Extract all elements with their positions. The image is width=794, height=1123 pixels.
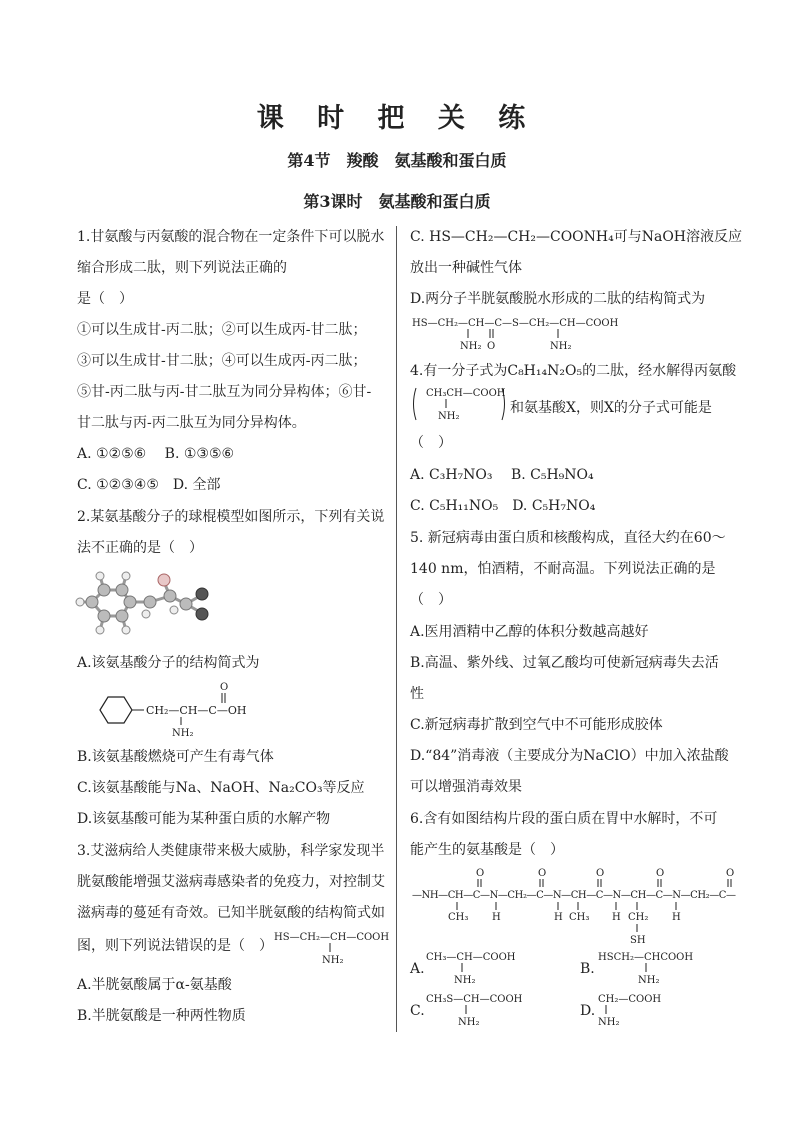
alanine-formula-top: CH₃CH—COOH — [426, 388, 506, 399]
q2-option-a[interactable]: A.该氨基酸分子的结构简式为 — [77, 655, 260, 671]
q1-stem-1: 1.甘氨酸与丙氨酸的混合物在一定条件下可以脱水 — [77, 229, 385, 245]
q2-option-b[interactable]: B.该氨基酸燃烧可产生有毒气体 — [77, 749, 274, 765]
q2-structure-formula — [92, 680, 262, 742]
peptide-ch3-2: CH₃ — [569, 912, 590, 923]
dipeptide-formula-nh2-1: NH₂ — [460, 341, 482, 352]
dipeptide-formula-nh2-2: NH₂ — [550, 341, 572, 352]
q5-stem-3: （ ） — [410, 592, 452, 608]
q1-statement-4: 甘二肽与丙-丙二肽互为同分异构体。 — [77, 415, 306, 431]
cysteine-formula — [272, 928, 392, 968]
lesson-title: 第3课时 氨基酸和蛋白质 — [303, 192, 491, 211]
q5-option-d-line1[interactable]: D.“84”消毒液（主要成分为NaClO）中加入浓盐酸 — [410, 748, 729, 764]
alanine-formula-nh2: NH₂ — [438, 411, 460, 422]
peptide-h-2: H — [554, 912, 563, 923]
q4-stem-2: 和氨基酸X，则X的分子式可能是 — [510, 400, 712, 416]
peptide-o-1: O — [476, 868, 485, 879]
q2-stem-1: 2.某氨基酸分子的球棍模型如图所示，下列有关说 — [77, 509, 385, 525]
q6-option-d-top: CH₂—COOH — [598, 994, 662, 1005]
q6-option-d-nh2: NH₂ — [598, 1017, 620, 1028]
q2-formula-oxygen: O — [220, 682, 229, 693]
peptide-h-1: H — [492, 912, 501, 923]
q6-option-c-top: CH₃S—CH—COOH — [426, 994, 523, 1005]
q1-options-cd[interactable]: C. ①②③④⑤ D. 全部 — [77, 477, 221, 493]
q3-option-b[interactable]: B.半胱氨酸是一种两性物质 — [77, 1008, 246, 1024]
peptide-h-4: H — [672, 912, 681, 923]
dipeptide-formula — [410, 314, 620, 354]
q3-stem-3: 滋病毒的蔓延有奇效。已知半胱氨酸的结构简式如 — [77, 905, 385, 921]
q5-option-d-line2: 可以增强消毒效果 — [410, 779, 522, 795]
q4-stem-1: 4.有一分子式为C₈H₁₄N₂O₅的二肽，经水解得丙氨酸 — [410, 363, 737, 379]
q3-option-d[interactable]: D.两分子半胱氨酸脱水形成的二肽的结构简式为 — [410, 291, 706, 307]
q3-stem-4: 图，则下列说法错误的是（ ） — [77, 938, 273, 954]
q6-stem-1: 6.含有如图结构片段的蛋白质在胃中水解时，不可 — [410, 811, 718, 827]
q6-label-c[interactable]: C. — [410, 1003, 425, 1019]
q5-option-c[interactable]: C.新冠病毒扩散到空气中不可能形成胶体 — [410, 717, 663, 733]
cysteine-formula-top: HS—CH₂—CH—COOH — [274, 932, 390, 943]
ball-stick-model-image — [74, 566, 224, 640]
peptide-chain: —NH—CH—C—N—CH₂—C—N—CH—C—N—CH—C—N—CH₂—C— — [412, 890, 736, 901]
q2-option-d[interactable]: D.该氨基酸可能为某种蛋白质的水解产物 — [77, 811, 331, 827]
q4-options-ab[interactable]: A. C₃H₇NO₃ B. C₅H₉NO₄ — [410, 467, 594, 483]
q6-option-b-nh2: NH₂ — [638, 975, 660, 986]
q1-options-ab[interactable]: A. ①②⑤⑥ B. ①③⑤⑥ — [77, 446, 235, 462]
q4-options-cd[interactable]: C. C₅H₁₁NO₅ D. C₅H₇NO₄ — [410, 498, 596, 514]
q6-label-b[interactable]: B. — [580, 961, 595, 977]
section-title: 第4节 羧酸 氨基酸和蛋白质 — [287, 151, 507, 170]
peptide-o-3: O — [596, 868, 605, 879]
q3-option-c-line2: 放出一种碱性气体 — [410, 260, 522, 276]
q6-option-c-formula[interactable] — [424, 990, 544, 1030]
q2-stem-2: 法不正确的是（ ） — [77, 540, 203, 556]
q5-option-b-line1[interactable]: B.高温、紫外线、过氧乙酸均可使新冠病毒失去活 — [410, 655, 719, 671]
q6-label-d[interactable]: D. — [580, 1003, 596, 1019]
q3-stem-2: 胱氨酸能增强艾滋病毒感染者的免疫力，对控制艾 — [77, 874, 385, 890]
column-divider — [396, 226, 397, 1032]
peptide-fragment-formula — [410, 866, 740, 946]
alanine-formula — [410, 384, 510, 426]
q6-option-b-formula[interactable] — [596, 948, 716, 988]
q6-option-d-formula[interactable] — [596, 990, 716, 1030]
q6-option-a-nh2: NH₂ — [454, 975, 476, 986]
q6-option-a-top: CH₃—CH—COOH — [426, 952, 516, 963]
peptide-o-4: O — [656, 868, 665, 879]
q2-formula-nh2: NH₂ — [172, 728, 194, 739]
q6-option-a-formula[interactable] — [424, 948, 544, 988]
q3-stem-1: 3.艾滋病给人类健康带来极大威胁，科学家发现半 — [77, 843, 385, 859]
q1-stem-2: 缩合形成二肽，则下列说法正确的 — [77, 260, 287, 276]
q4-stem-3: （ ） — [410, 435, 452, 451]
peptide-ch3-1: CH₃ — [448, 912, 469, 923]
q3-option-c-line1[interactable]: C. HS—CH₂—CH₂—COONH₄可与NaOH溶液反应 — [410, 229, 743, 245]
peptide-ch2: CH₂ — [628, 912, 649, 923]
q2-formula-chain: CH₂—CH—C—OH — [146, 704, 247, 717]
q1-statement-1: ①可以生成甘-丙二肽；②可以生成丙-甘二肽； — [77, 322, 367, 338]
q6-option-c-nh2: NH₂ — [458, 1017, 480, 1028]
page-title: 课 时 把 关 练 — [256, 103, 538, 134]
peptide-o-2: O — [538, 868, 547, 879]
q6-stem-2: 能产生的氨基酸是（ ） — [410, 842, 564, 858]
q3-option-a[interactable]: A.半胱氨酸属于α-氨基酸 — [77, 977, 232, 993]
peptide-o-5: O — [726, 868, 735, 879]
dipeptide-formula-top: HS—CH₂—CH—C—S—CH₂—CH—COOH — [412, 318, 619, 329]
q5-stem-2: 140 nm，怕酒精，不耐高温。下列说法正确的是 — [410, 561, 716, 577]
dipeptide-formula-o: O — [487, 341, 496, 352]
q6-option-b-top: HSCH₂—CHCOOH — [598, 952, 694, 963]
q5-stem-1: 5. 新冠病毒由蛋白质和核酸构成，直径大约在60～ — [410, 530, 726, 546]
q2-option-c[interactable]: C.该氨基酸能与Na、NaOH、Na₂CO₃等反应 — [77, 780, 365, 796]
peptide-sh: SH — [630, 935, 646, 946]
q6-label-a[interactable]: A. — [410, 961, 425, 977]
q5-option-b-line2: 性 — [410, 686, 424, 702]
q1-statement-3: ⑤甘-丙二肽与丙-甘二肽互为同分异构体；⑥甘- — [77, 384, 372, 400]
q5-option-a[interactable]: A.医用酒精中乙醇的体积分数越高越好 — [410, 624, 649, 640]
cysteine-formula-nh2: NH₂ — [322, 955, 344, 966]
q1-stem-3: 是（ ） — [77, 291, 133, 307]
q1-statement-2: ③可以生成甘-甘二肽；④可以生成丙-丙二肽； — [77, 353, 367, 369]
peptide-h-3: H — [612, 912, 621, 923]
